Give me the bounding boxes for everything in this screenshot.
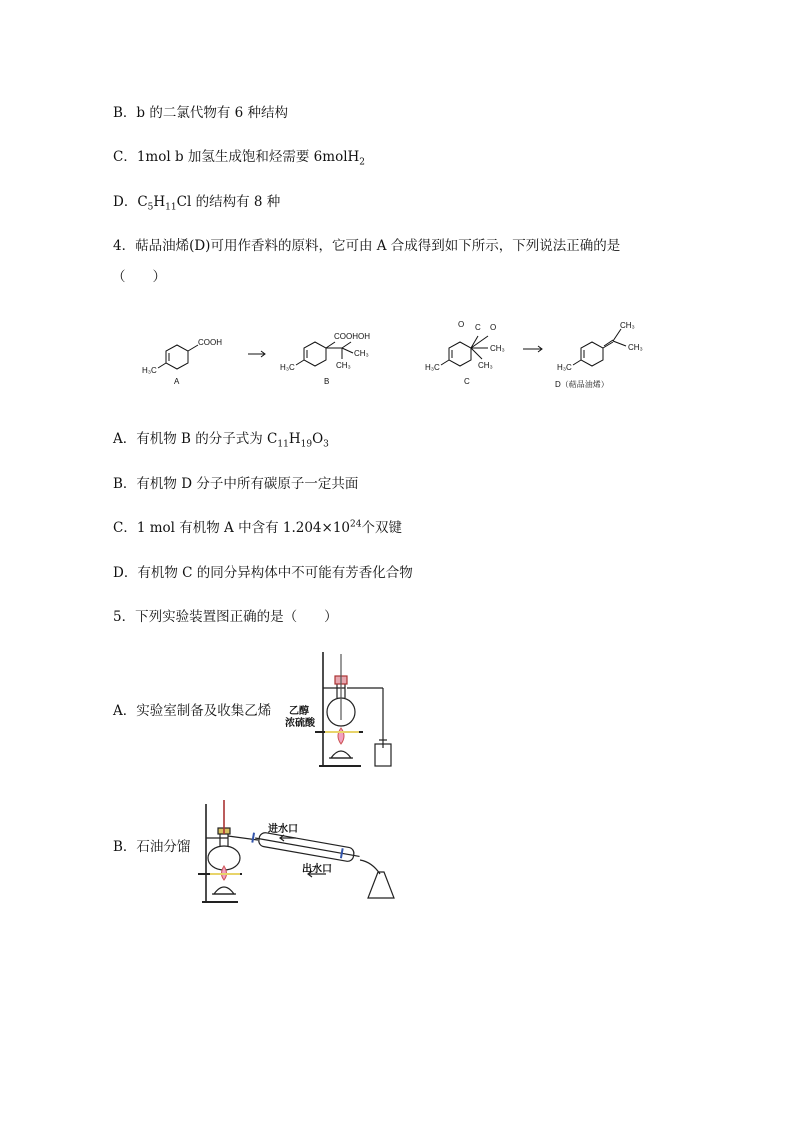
water-inlet-label: 进水口 bbox=[268, 824, 298, 835]
q3-option-c-sub: 2 bbox=[359, 157, 366, 168]
q3-option-d bbox=[113, 193, 280, 211]
q3-option-d-sub1: 5 bbox=[147, 202, 154, 213]
c-ch3-label-2: CH₃ bbox=[478, 361, 493, 370]
b-ch3-label-1: CH₃ bbox=[354, 349, 369, 358]
q4-option-a-text3: O bbox=[312, 431, 324, 447]
d-ch3-label-1: CH₃ bbox=[620, 321, 635, 330]
b-ch3-label-2: CH₃ bbox=[336, 361, 351, 370]
a-h3c-label: H₃C bbox=[142, 366, 157, 375]
c-o-label-2: O bbox=[490, 323, 497, 332]
c-h3c-label: H₃C bbox=[425, 363, 440, 372]
q4-option-c-text1: C．1 mol 有机物 A 中含有 1.204×10 bbox=[113, 520, 351, 536]
q3-option-c-text: C．1mol b 加氢生成饱和烃需要 6molH bbox=[113, 149, 360, 165]
q4-stem: 4．萜品油烯(D)可用作香料的原料，它可由 A 合成得到如下所示，下列说法正确的是 bbox=[113, 238, 621, 254]
b-cooh-label: COOH bbox=[334, 332, 358, 341]
q4-option-a-sub2: 19 bbox=[300, 439, 313, 450]
q3-option-c bbox=[113, 148, 365, 166]
b-compound-label: B bbox=[324, 377, 330, 386]
c-c-label: C bbox=[475, 323, 481, 332]
ethylene-apparatus-figure bbox=[285, 648, 400, 770]
q3-option-d-text1: D．C bbox=[113, 194, 148, 210]
b-oh-label: OH bbox=[358, 332, 370, 341]
c-ch3-label-1: CH₃ bbox=[490, 344, 505, 353]
q4-option-a-sub3: 3 bbox=[323, 439, 329, 450]
ethanol-label: 乙醇 bbox=[289, 706, 309, 717]
q4-option-b: B．有机物 D 分子中所有碳原子一定共面 bbox=[113, 476, 359, 492]
q4-option-a-text1: A．有机物 B 的分子式为 C bbox=[113, 431, 278, 447]
a-compound-label: A bbox=[174, 377, 180, 386]
q5-option-a: A．实验室制备及收集乙烯 bbox=[113, 703, 272, 719]
q3-option-d-text3: Cl 的结构有 8 种 bbox=[176, 194, 281, 210]
water-outlet-label: 出水口 bbox=[302, 864, 332, 875]
q4-option-a-text2: H bbox=[288, 431, 301, 447]
d-compound-label: D（萜品油烯） bbox=[555, 380, 609, 389]
d-h3c-label: H₃C bbox=[557, 363, 572, 372]
d-ch3-label-2: CH₃ bbox=[628, 343, 643, 352]
q3-option-d-sub2: 11 bbox=[165, 202, 177, 213]
q5-option-b: B．石油分馏 bbox=[113, 839, 191, 855]
q3-option-d-text2: H bbox=[153, 194, 166, 210]
q5-stem: 5．下列实验装置图正确的是（ ） bbox=[113, 609, 338, 625]
distillation-apparatus-figure bbox=[194, 794, 406, 906]
q4-option-d: D．有机物 C 的同分异构体中不可能有芳香化合物 bbox=[113, 565, 413, 581]
q3-option-b: B．b 的二氯代物有 6 种结构 bbox=[113, 105, 289, 121]
c-compound-label: C bbox=[464, 377, 470, 386]
q4-option-a-sub1: 11 bbox=[277, 439, 289, 450]
q4-option-c-text2: 个双键 bbox=[361, 520, 402, 536]
b-h3c-label: H₃C bbox=[280, 363, 295, 372]
q4-paren: （ ） bbox=[112, 269, 166, 285]
a-cooh-label: COOH bbox=[198, 338, 222, 347]
conc-sulfuric-acid-label: 浓硫酸 bbox=[285, 718, 315, 729]
q4-option-c-sup: 24 bbox=[350, 519, 362, 530]
q4-option-a bbox=[113, 430, 329, 448]
c-o-label-1: O bbox=[458, 320, 465, 329]
q4-reaction-scheme bbox=[130, 312, 670, 397]
q4-option-c bbox=[113, 519, 402, 537]
